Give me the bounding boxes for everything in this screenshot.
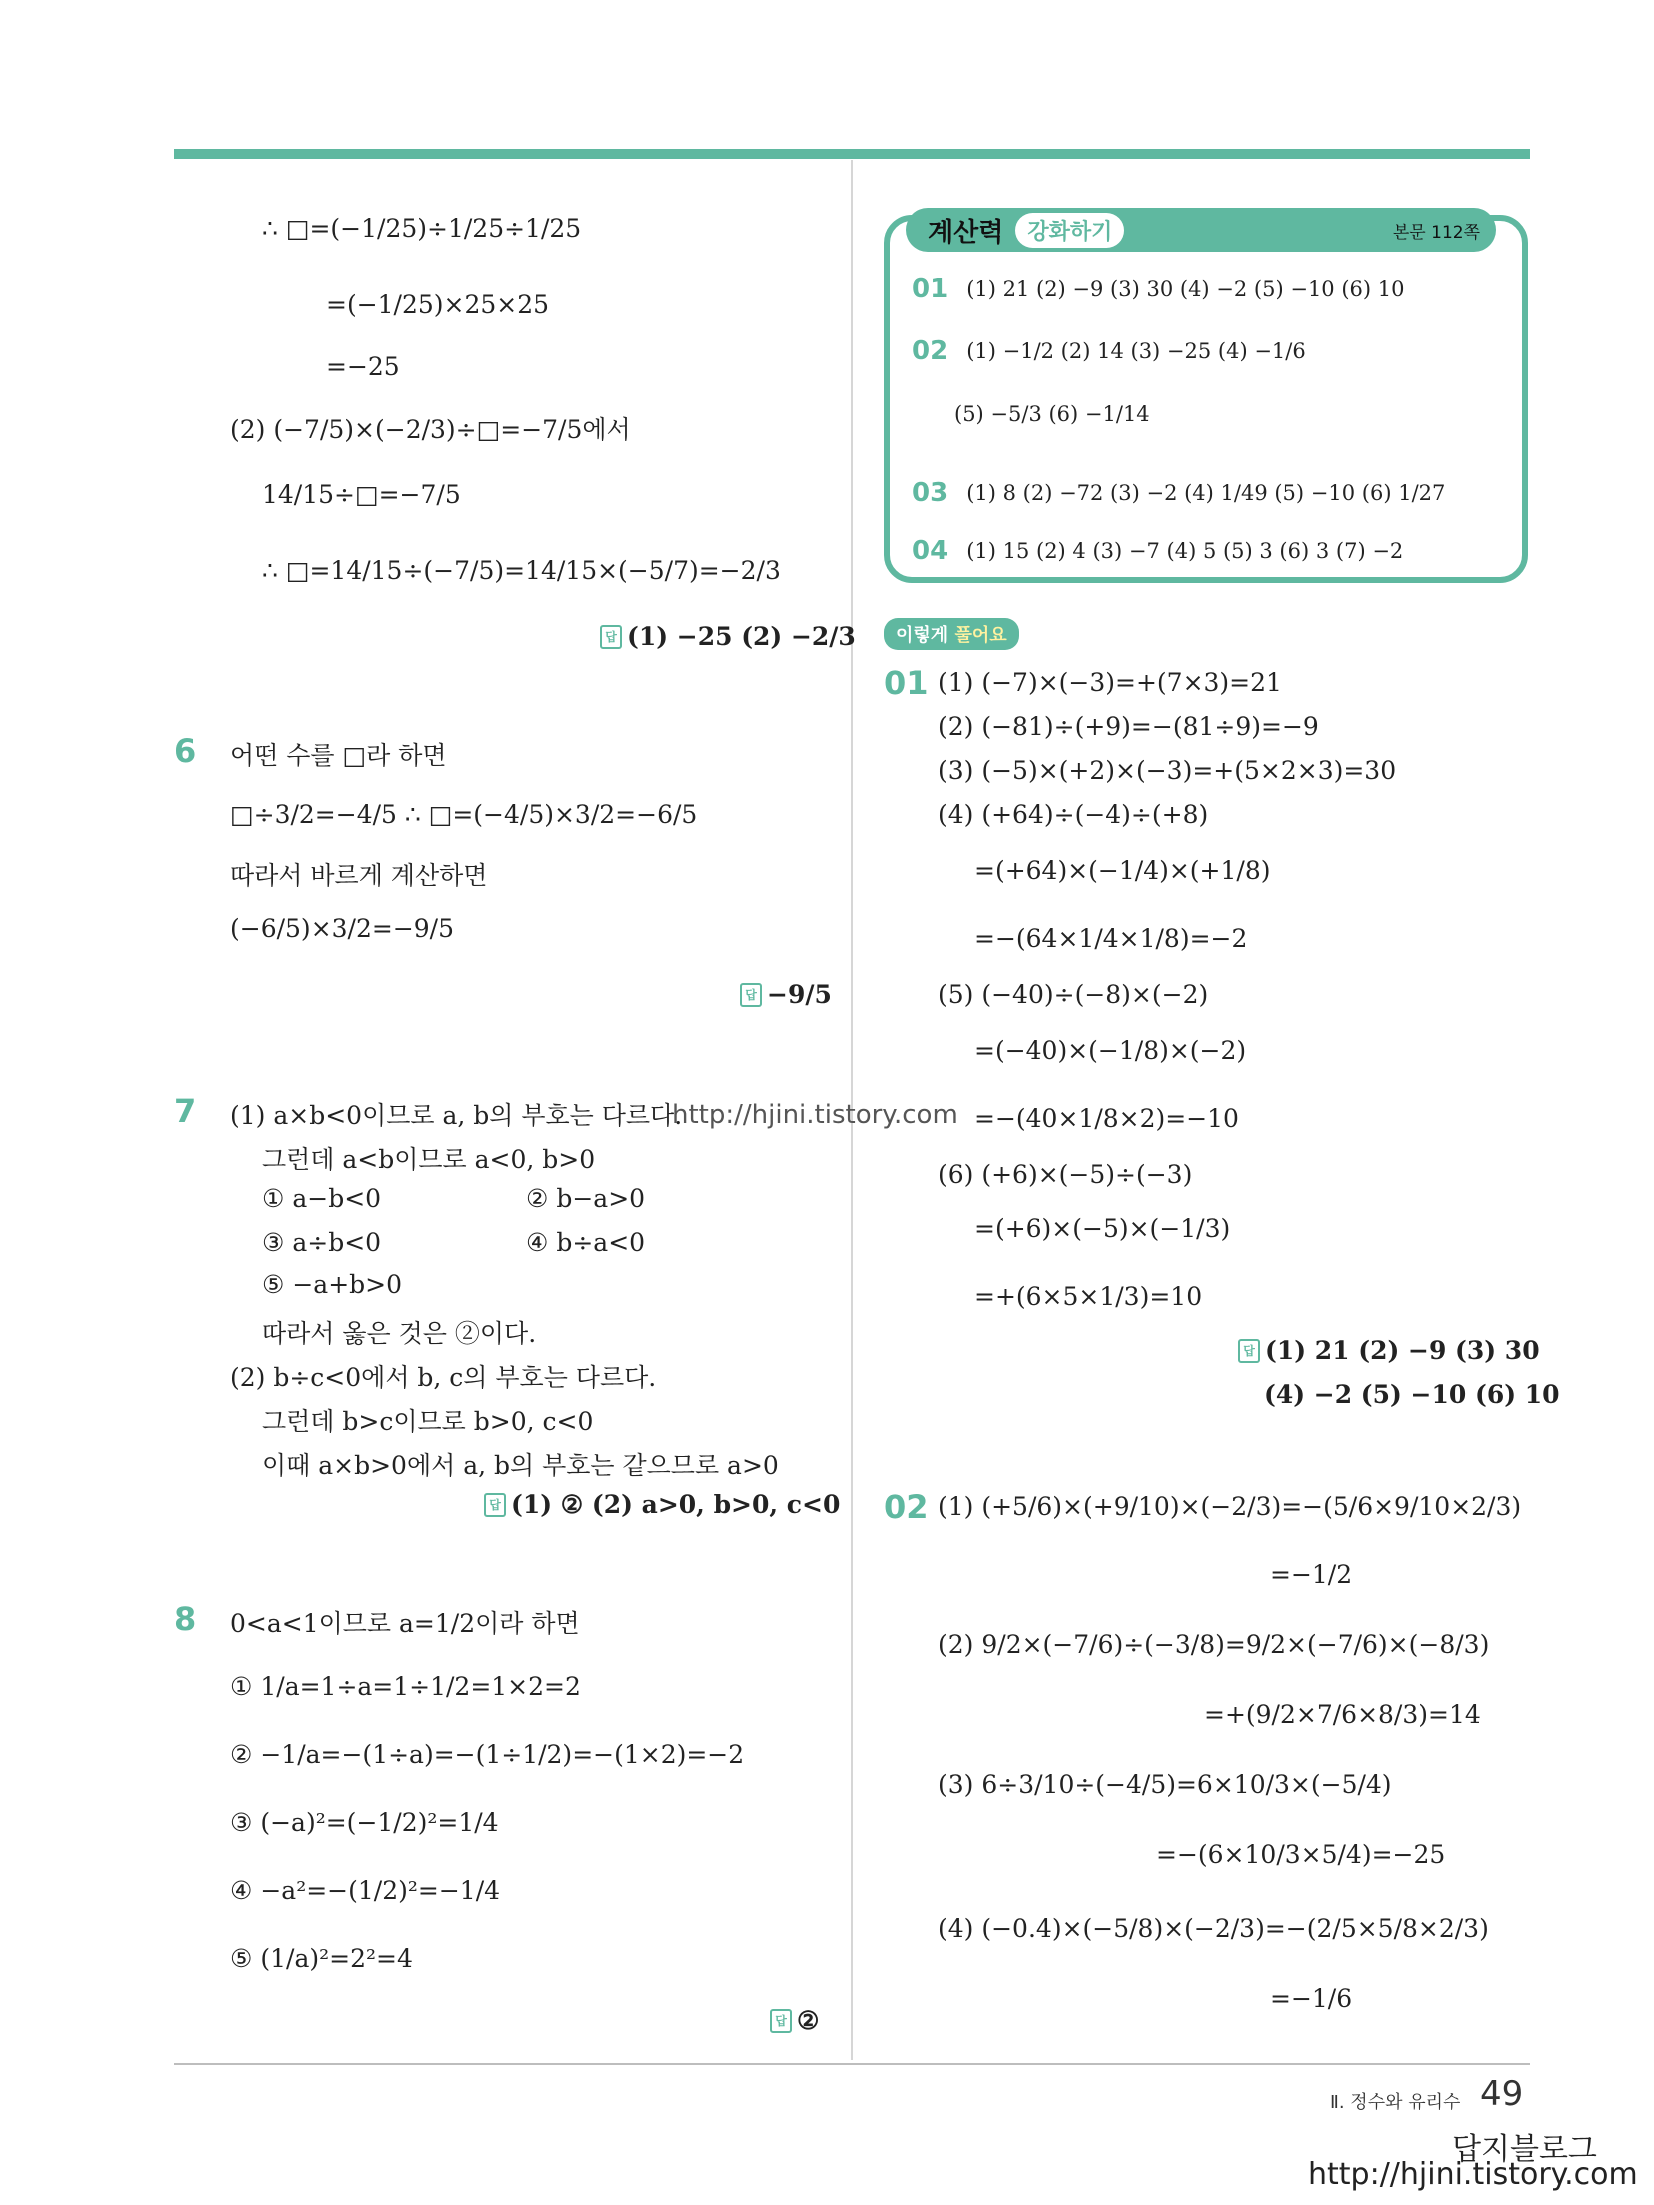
- q7-answer: 답 (1) ② (2) a>0, b>0, c<0: [484, 1490, 840, 1519]
- s01-line-9: =−(40×1/8×2)=−10: [974, 1104, 1239, 1133]
- q5-line-6: ∴ □=14/15÷(−7/5)=14/15×(−5/7)=−2/3: [262, 556, 781, 585]
- s01-line-11: =(+6)×(−5)×(−1/3): [974, 1214, 1231, 1243]
- calc-row-01: 01 (1) 21 (2) −9 (3) 30 (4) −2 (5) −10 (6) 10: [912, 274, 1405, 304]
- footer-divider: [174, 2063, 1530, 2065]
- q6-line-2: □÷3/2=−4/5 ∴ □=(−4/5)×3/2=−6/5: [230, 800, 698, 829]
- q6-line-3: 따라서 바르게 계산하면: [230, 861, 488, 890]
- q8-line-3: ② −1/a=−(1÷a)=−(1÷1/2)=−(1×2)=−2: [230, 1740, 745, 1769]
- q7-line-9: 이때 a×b>0에서 a, b의 부호는 같으므로 a>0: [262, 1451, 779, 1480]
- calc-row-03: 03 (1) 8 (2) −72 (3) −2 (4) 1/49 (5) −10 (6) 1/27: [912, 478, 1446, 508]
- s02-line-4: =+(9/2×7/6×8/3)=14: [1204, 1700, 1481, 1729]
- s01-line-3: (3) (−5)×(+2)×(−3)=+(5×2×3)=30: [938, 756, 1397, 785]
- calc-page-ref: 본문 112쪽: [1392, 222, 1480, 243]
- calc-subtitle: 강화하기: [1015, 213, 1124, 248]
- s02-line-3: (2) 9/2×(−7/6)÷(−3/8)=9/2×(−7/6)×(−8/3): [938, 1630, 1490, 1659]
- calc-title: 계산력: [928, 217, 1004, 248]
- top-accent-bar: [174, 149, 1530, 159]
- q6-number: 6: [174, 732, 197, 770]
- q8-answer: 답 ②: [770, 2006, 819, 2035]
- calc-row-02b: (5) −5/3 (6) −1/14: [954, 402, 1150, 426]
- q5-line-2: =(−1/25)×25×25: [326, 290, 550, 319]
- answer-icon: 답: [770, 2009, 792, 2033]
- q8-line-1: 0<a<1이므로 a=1/2이라 하면: [230, 1609, 580, 1638]
- q7-line-4b: ④ b÷a<0: [526, 1228, 646, 1257]
- s02-line-1: (1) (+5/6)×(+9/10)×(−2/3)=−(5/6×9/10×2/3): [938, 1492, 1522, 1521]
- calc-row-04: 04 (1) 15 (2) 4 (3) −7 (4) 5 (5) 3 (6) 3 (7) −2: [912, 536, 1404, 566]
- s02-number: 02: [884, 1488, 929, 1526]
- q7-line-4a: ③ a÷b<0: [262, 1228, 382, 1257]
- answer-icon: 답: [740, 983, 762, 1007]
- q7-line-3a: ① a−b<0: [262, 1184, 382, 1213]
- s01-line-5: =(+64)×(−1/4)×(+1/8): [974, 856, 1271, 885]
- q7-line-1: (1) a×b<0이므로 a, b의 부호는 다르다.: [230, 1101, 683, 1130]
- calc-practice-header: [906, 208, 1496, 252]
- q6-line-4: (−6/5)×3/2=−9/5: [230, 914, 454, 943]
- q8-line-5: ④ −a²=−(1/2)²=−1/4: [230, 1876, 501, 1905]
- q7-line-3b: ② b−a>0: [526, 1184, 646, 1213]
- q5-line-3: =−25: [326, 352, 400, 381]
- s01-line-2: (2) (−81)÷(+9)=−(81÷9)=−9: [938, 712, 1319, 741]
- calc-row-02a: 02 (1) −1/2 (2) 14 (3) −25 (4) −1/6: [912, 336, 1306, 366]
- q8-line-6: ⑤ (1/a)²=2²=4: [230, 1944, 413, 1973]
- answer-icon: 답: [1238, 1339, 1260, 1363]
- s02-line-7: (4) (−0.4)×(−5/8)×(−2/3)=−(2/5×5/8×2/3): [938, 1914, 1489, 1943]
- q8-line-4: ③ (−a)²=(−1/2)²=1/4: [230, 1808, 499, 1837]
- q8-number: 8: [174, 1600, 197, 1638]
- q6-line-1: 어떤 수를 □라 하면: [230, 741, 447, 770]
- s01-line-4: (4) (+64)÷(−4)÷(+8): [938, 800, 1209, 829]
- q6-answer: 답 −9/5: [740, 980, 832, 1009]
- s01-answer-2: (4) −2 (5) −10 (6) 10: [1264, 1380, 1560, 1409]
- answer-icon: 답: [600, 625, 622, 649]
- q7-line-6: 따라서 옳은 것은 ②이다.: [262, 1319, 537, 1348]
- s01-line-6: =−(64×1/4×1/8)=−2: [974, 924, 1248, 953]
- q7-number: 7: [174, 1092, 197, 1130]
- s01-line-1: (1) (−7)×(−3)=+(7×3)=21: [938, 668, 1282, 697]
- blog-name: 답지블로그: [1452, 2132, 1597, 2167]
- s01-line-7: (5) (−40)÷(−8)×(−2): [938, 980, 1209, 1009]
- q5-line-5: 14/15÷□=−7/5: [262, 480, 461, 509]
- s02-line-5: (3) 6÷3/10÷(−4/5)=6×10/3×(−5/4): [938, 1770, 1392, 1799]
- s02-line-2: =−1/2: [1270, 1560, 1353, 1589]
- q7-line-8: 그런데 b>c이므로 b>0, c<0: [262, 1407, 594, 1436]
- q5-answer: 답 (1) −25 (2) −2/3: [600, 622, 856, 651]
- q5-line-1: ∴ □=(−1/25)÷1/25÷1/25: [262, 214, 582, 243]
- s01-line-8: =(−40)×(−1/8)×(−2): [974, 1036, 1247, 1065]
- blog-url: http://hjini.tistory.com: [1308, 2157, 1638, 2192]
- calc-practice-box: [884, 215, 1528, 583]
- q7-line-2: 그런데 a<b이므로 a<0, b>0: [262, 1145, 596, 1174]
- footer-chapter: Ⅱ. 정수와 유리수: [1330, 2092, 1461, 2113]
- q7-line-5: ⑤ −a+b>0: [262, 1270, 403, 1299]
- s01-answer-1: 답 (1) 21 (2) −9 (3) 30: [1238, 1336, 1540, 1365]
- answer-icon: 답: [484, 1493, 506, 1517]
- s01-line-12: =+(6×5×1/3)=10: [974, 1282, 1203, 1311]
- s01-number: 01: [884, 664, 929, 702]
- s02-line-6: =−(6×10/3×5/4)=−25: [1156, 1840, 1446, 1869]
- q5-line-4: (2) (−7/5)×(−2/3)÷□=−7/5에서: [230, 415, 631, 444]
- watermark-url: http://hjini.tistory.com: [672, 1100, 958, 1130]
- page-number: 49: [1480, 2074, 1524, 2114]
- s01-line-10: (6) (+6)×(−5)÷(−3): [938, 1160, 1193, 1189]
- q7-line-7: (2) b÷c<0에서 b, c의 부호는 다르다.: [230, 1363, 657, 1392]
- q8-line-2: ① 1/a=1÷a=1÷1/2=1×2=2: [230, 1672, 581, 1701]
- s02-line-8: =−1/6: [1270, 1984, 1353, 2013]
- solution-tag: 이렇게 풀어요: [884, 618, 1019, 650]
